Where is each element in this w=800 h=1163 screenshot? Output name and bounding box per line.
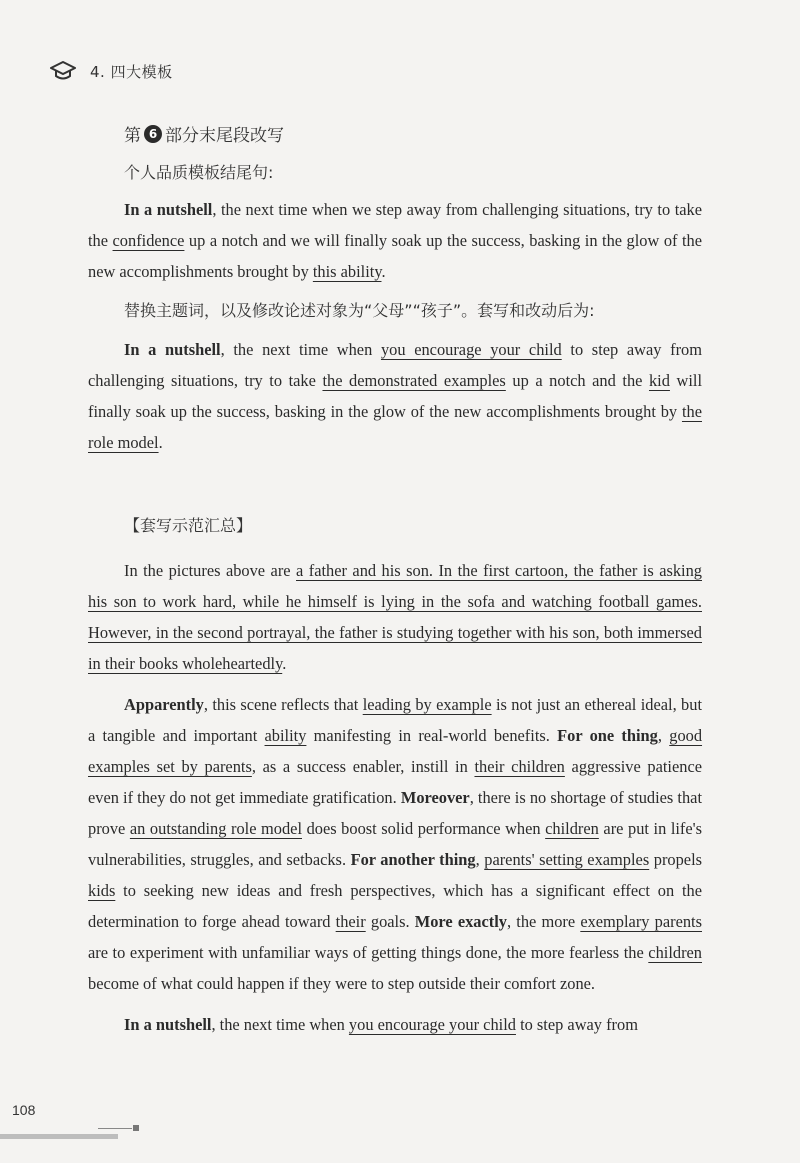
text-run: are put in life's vulnerabilities, struggles, and setbacks. xyxy=(88,819,702,869)
underlined-phrase: children xyxy=(648,943,702,962)
text-run: In the pictures above are xyxy=(124,561,297,580)
rewritten-paragraph xyxy=(88,334,702,458)
page-number: 108 xyxy=(12,1102,36,1118)
graduation-cap-icon xyxy=(50,60,76,82)
text-run: goals. xyxy=(365,912,415,931)
text-run: to seeking new ideas and fresh perspectives, which has a significant effect on the determination to forge ahead toward xyxy=(88,881,702,931)
underlined-phrase: their xyxy=(335,912,366,931)
text-run: , this scene reflects that xyxy=(203,695,363,714)
text-run: , the next time when xyxy=(220,340,381,359)
underlined-phrase: good examples set by parents xyxy=(88,726,703,776)
bold-phrase: In a nutshell xyxy=(124,340,221,359)
underlined-phrase: kids xyxy=(88,881,116,900)
underlined-phrase: exemplary parents xyxy=(580,912,702,931)
underlined-phrase: kid xyxy=(648,371,670,390)
underlined-phrase: parents' setting examples xyxy=(484,850,650,869)
summary-heading: 【套写示范汇总】 xyxy=(124,516,253,535)
bold-phrase: More exactly xyxy=(414,912,507,931)
underlined-phrase: ability xyxy=(264,726,307,745)
chapter-title: 4. 四大模板 xyxy=(90,62,173,81)
text-run: become of what could happen if they were to step outside their comfort zone. xyxy=(88,974,596,993)
text-run: manifesting in real-world benefits. xyxy=(306,726,558,745)
template-paragraph xyxy=(88,194,702,287)
text-run: . xyxy=(381,262,386,281)
text-run: , the next time when xyxy=(211,1015,349,1034)
underlined-phrase: a father and his son. In the first cartoon, the father is asking his son to work hard, while he himself is lying in the sofa and watching football games. However, in the second portrayal, the father is studying together with his son, both immersed in their books wholeheartedly xyxy=(88,561,702,673)
part-heading-prefix: 第 xyxy=(124,126,141,146)
footer-marker xyxy=(133,1125,139,1131)
page-header xyxy=(50,60,173,82)
underlined-phrase: leading by example xyxy=(362,695,492,714)
text-run: . xyxy=(282,654,287,673)
text-run: . xyxy=(158,433,163,452)
text-run: does boost solid performance when xyxy=(302,819,546,838)
text-run: to step away from xyxy=(515,1015,638,1034)
underlined-phrase: confidence xyxy=(112,231,185,250)
text-run: is not just an ethereal ideal, but a tangible and important xyxy=(88,695,702,745)
summary-paragraph-3 xyxy=(88,1009,702,1040)
text-run: are to experiment with unfamiliar ways of getting things done, the more fearless the xyxy=(88,943,649,962)
text-run: , the next time when we step away from challenging situations, try to take the xyxy=(88,200,702,250)
part-number-badge: 6 xyxy=(144,125,162,143)
bold-phrase: In a nutshell xyxy=(124,1015,212,1034)
text-run: propels xyxy=(649,850,703,869)
footer-bar xyxy=(0,1134,118,1139)
bold-phrase: Apparently xyxy=(124,695,204,714)
text-run: will finally soak up the success, basking in the glow of the new accomplishments brought by xyxy=(88,371,702,421)
text-run: up a notch and the xyxy=(505,371,649,390)
underlined-phrase: this ability xyxy=(312,262,382,281)
underlined-phrase: you encourage your child xyxy=(348,1015,516,1034)
underlined-phrase: the demonstrated examples xyxy=(322,371,506,390)
part-heading xyxy=(124,118,702,149)
text-run: to step away from challenging situations, try to take xyxy=(88,340,702,390)
text-run: aggressive patience even if they do not get immediate gratification. xyxy=(88,757,702,807)
text-run: up a notch and we will finally soak up the success, basking in the glow of the new accomplishments brought by xyxy=(88,231,702,281)
bold-phrase: For one thing xyxy=(557,726,658,745)
underlined-phrase: their children xyxy=(474,757,565,776)
text-run: , there is no shortage of studies that prove xyxy=(88,788,703,838)
underlined-phrase: children xyxy=(545,819,599,838)
part-heading-suffix: 部分末尾段改写 xyxy=(165,126,284,146)
page-content xyxy=(88,118,702,1040)
text-run: , as a success enabler, instill in xyxy=(251,757,475,776)
bold-phrase: Moreover xyxy=(400,788,470,807)
bold-phrase: In a nutshell xyxy=(124,200,213,219)
underlined-phrase: you encourage your child xyxy=(380,340,562,359)
footer-line xyxy=(98,1128,132,1129)
text-run: , xyxy=(657,726,670,745)
underlined-phrase: the role model xyxy=(88,402,702,452)
bold-phrase: For another thing xyxy=(350,850,476,869)
text-run: , xyxy=(475,850,485,869)
template-label: 个人品质模板结尾句: xyxy=(124,163,274,182)
underlined-phrase: an outstanding role model xyxy=(129,819,302,838)
replace-note: 替换主题词，以及修改论述对象为“父母”“孩子”。套写和改动后为: xyxy=(124,301,595,320)
summary-paragraph-1 xyxy=(88,555,702,679)
text-run: , the more xyxy=(507,912,581,931)
summary-paragraph-2 xyxy=(88,689,702,999)
